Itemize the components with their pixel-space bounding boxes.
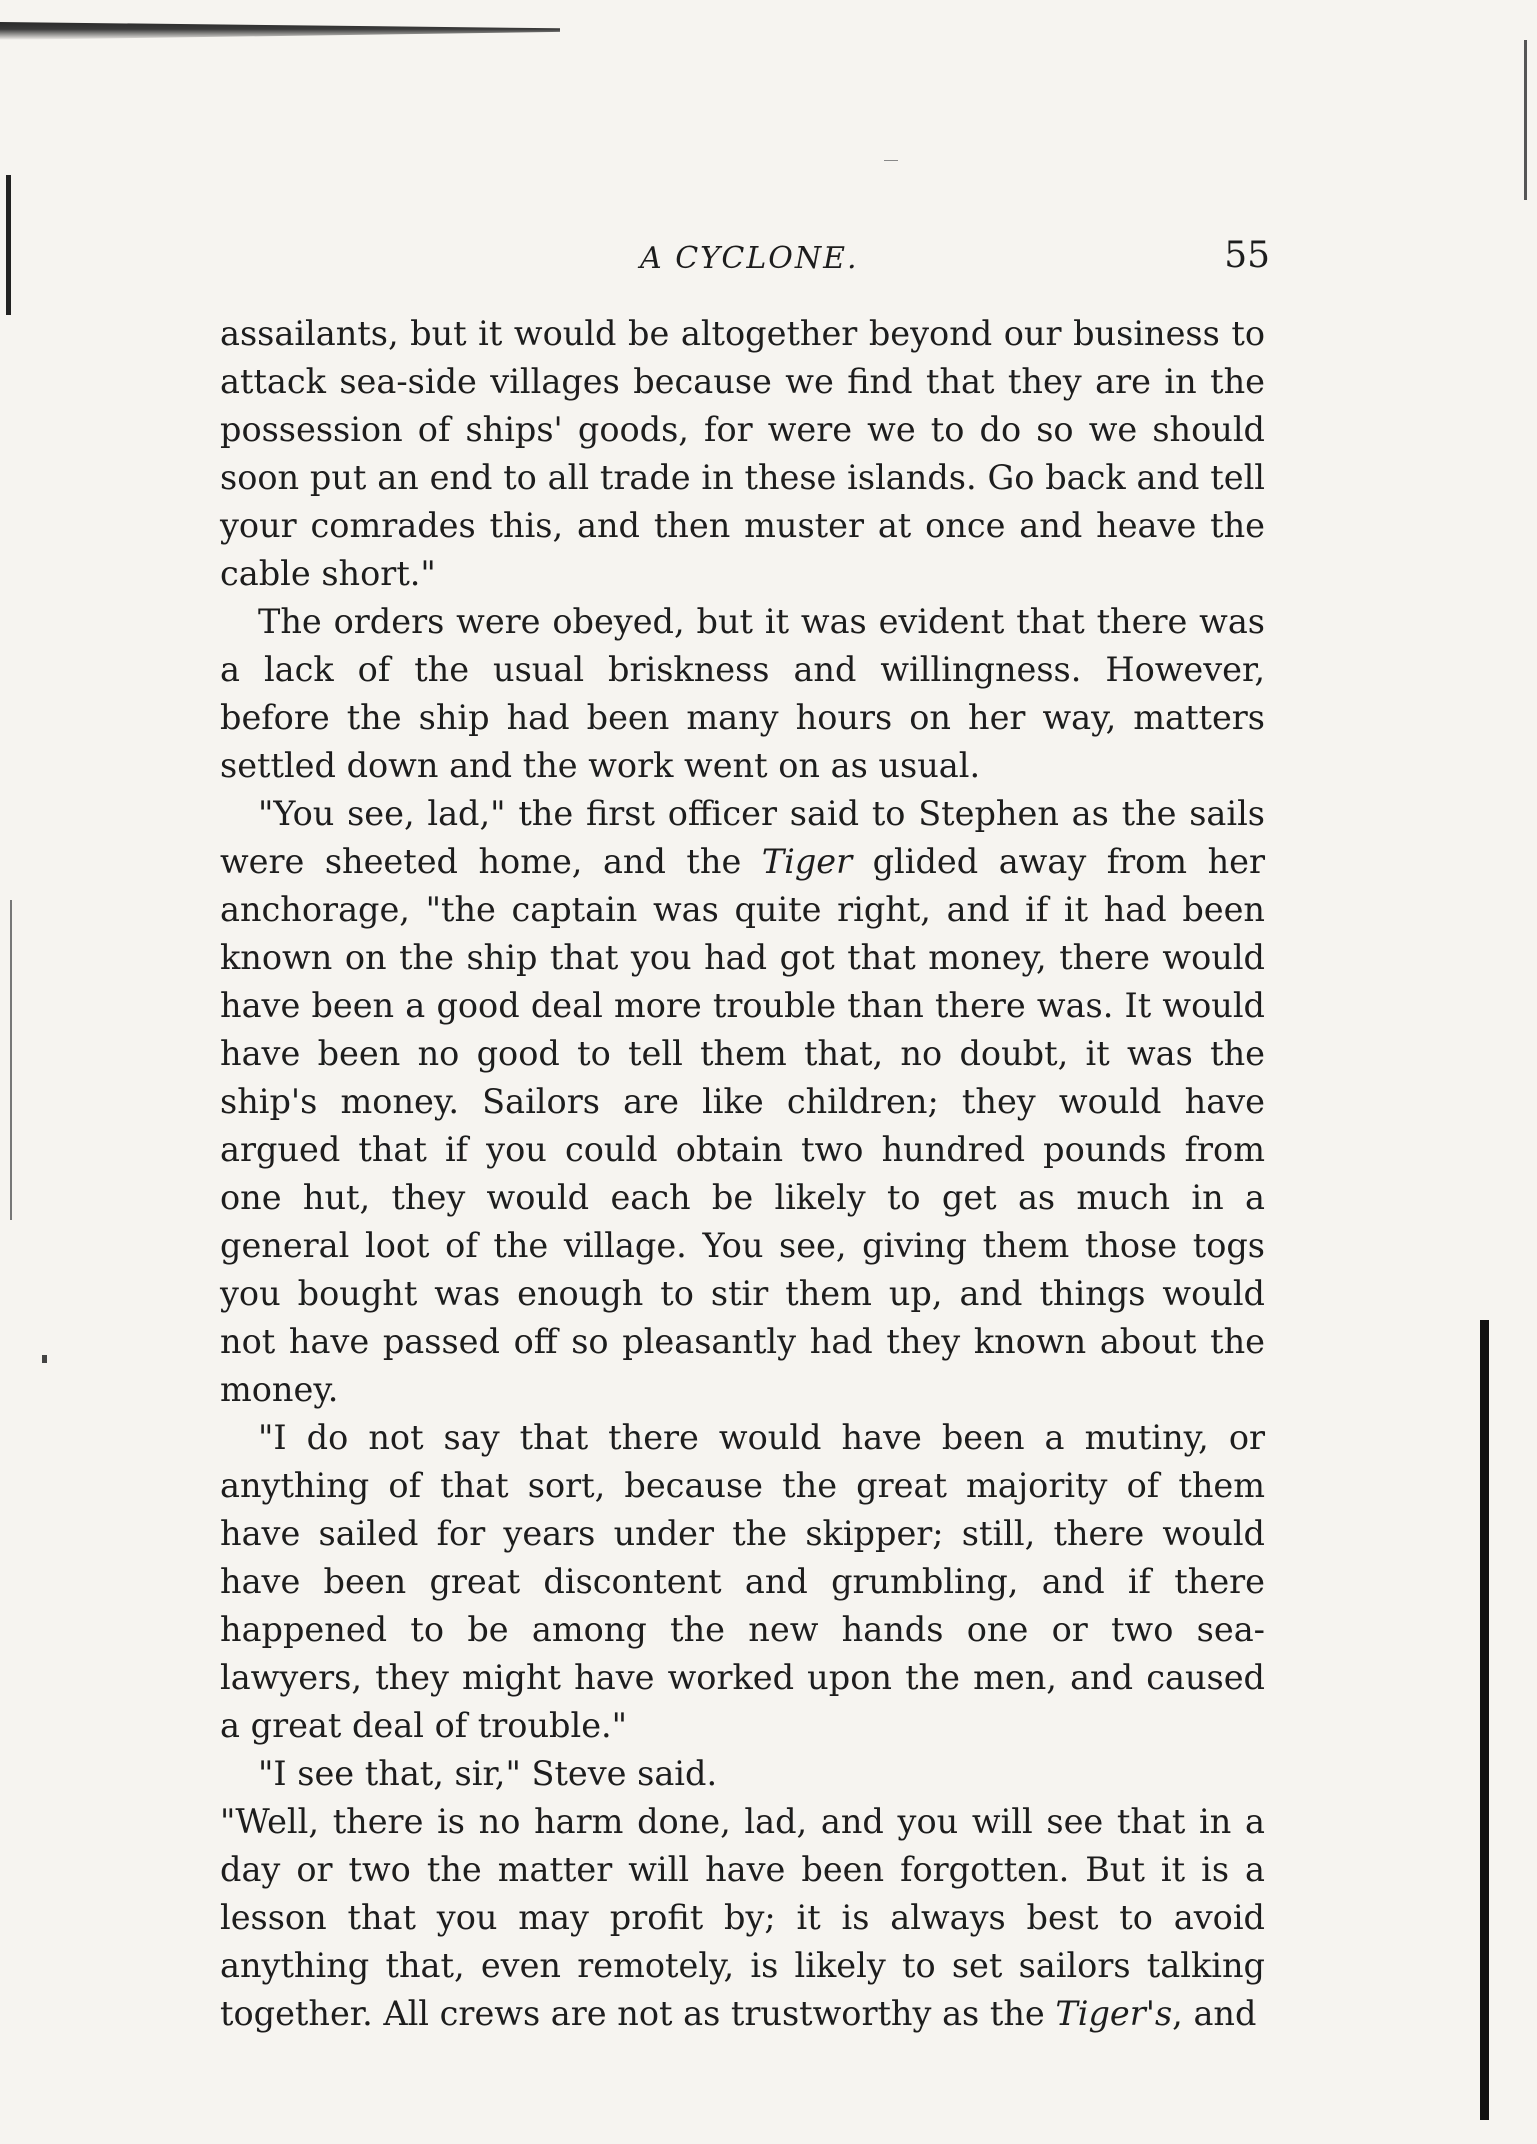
text-segment: assailants, but it would be altogether beyond our business to attack sea-side villages because we find that they are in the possession of ships' goods, for were we to do so we should soon put an end to all trade in these islands. Go back and tell your comrades this, and then muster at once and heave the cable short."	[220, 314, 1265, 593]
text-segment: "Well, there is no harm done, lad, and you will see that in a day or two the matter will have been forgotten. But it is a lesson that you may profit by; it is always best to avoid anything that, even remotely, is likely to set sailors talking together. All crews are not as trustworthy as the	[220, 1802, 1265, 2033]
paragraph	[220, 310, 1265, 598]
italic-text-segment: Tiger	[761, 842, 853, 881]
paragraph	[220, 1750, 1265, 1798]
page-number: 55	[1224, 235, 1270, 276]
text-segment: "You see, lad," the first officer said to Stephen as the sails were sheeted home, and the	[220, 794, 1265, 881]
running-title: A CYCLONE.	[640, 241, 859, 276]
paragraph	[220, 790, 1265, 1414]
scan-edge-left	[6, 175, 11, 315]
body-text	[220, 310, 1265, 2038]
scan-speck	[10, 900, 12, 1220]
text-segment: glided away from her anchorage, "the captain was quite right, and if it had been known on the ship that you had got that money, there would have been a good deal more trouble than there was. It would have been no good to tell them that, no doubt, it was the ship's money. Sailors are like children; they would have argued that if you could obtain two hundred pounds from one hut, they would each be likely to get as much in a general loot of the village. You see, giving them those togs you bought was enough to stir them up, and things would not have passed off so pleasantly had they known about the money.	[220, 842, 1265, 1409]
text-segment: , and	[1172, 1994, 1257, 2033]
paragraph	[220, 598, 1265, 790]
scan-edge-shadow	[0, 22, 560, 40]
text-segment: The orders were obeyed, but it was evident that there was a lack of the usual briskness and willingness. However, before the ship had been many hours on her way, matters settled down and the work went on as usual.	[220, 602, 1265, 785]
paragraph	[220, 1798, 1265, 2038]
scan-edge-right-top	[1524, 40, 1527, 200]
scan-speck	[884, 160, 898, 161]
paragraph	[220, 1414, 1265, 1750]
italic-text-segment: Tiger's	[1055, 1994, 1173, 2033]
running-head	[220, 235, 1270, 285]
text-segment: "I see that, sir," Steve said.	[258, 1754, 718, 1793]
scan-edge-right	[1480, 1320, 1489, 2120]
scan-speck	[42, 1355, 47, 1363]
text-segment: "I do not say that there would have been a mutiny, or anything of that sort, because the great majority of them have sailed for years under the skipper; still, there would have been great discontent and grumbling, and if there happened to be among the new hands one or two sea-lawyers, they might have worked upon the men, and caused a great deal of trouble."	[220, 1418, 1265, 1745]
